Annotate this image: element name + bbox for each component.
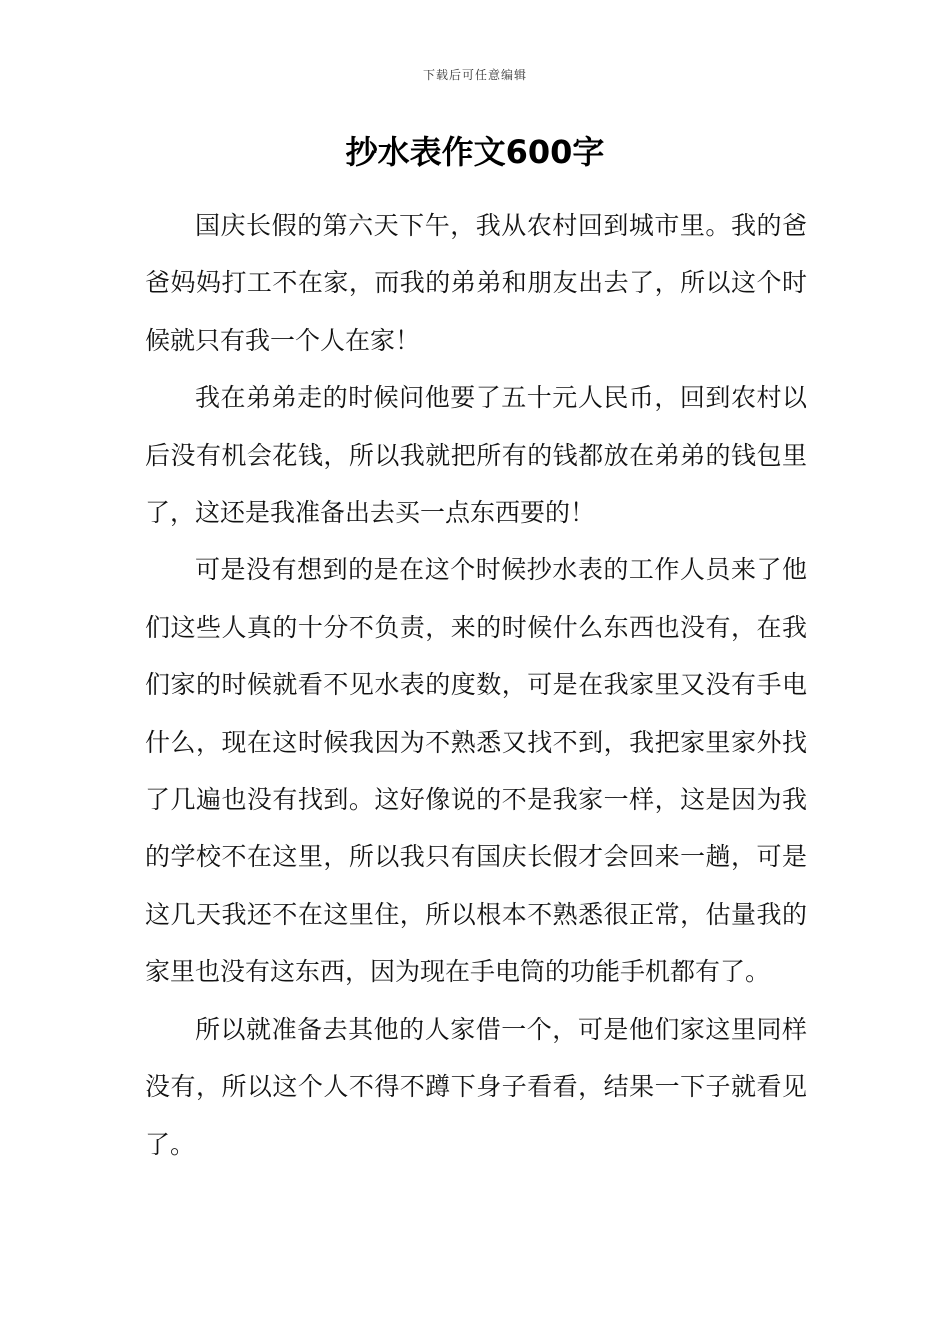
paragraph-4: 所以就准备去其他的人家借一个，可是他们家这里同样没有，所以这个人不得不蹲下身子看看，结果一下子就看见了。 <box>145 1014 807 1159</box>
document-body <box>145 197 807 1173</box>
document-title: 抄水表作文600字 <box>345 133 605 171</box>
paragraph-1: 国庆长假的第六天下午，我从农村回到城市里。我的爸爸妈妈打工不在家，而我的弟弟和朋友出去了，所以这个时候就只有我一个人在家！ <box>145 211 807 355</box>
header-note: 下载后可任意编辑 <box>422 68 527 82</box>
paragraph-3: 可是没有想到的是在这个时候抄水表的工作人员来了他们这些人真的十分不负责，来的时候什么东西也没有，在我们家的时候就看不见水表的度数，可是在我家里又没有手电什么，现在这时候我因为不熟悉又找不到，我把家里家外找了几遍也没有找到。这好像说的不是我家一样，这是因为我的学校不在这里，所以我只有国庆长假才会回来一趟，可是这几天我还不在这里住，所以根本不熟悉很正常，估量我的家里也没有这东西，因为现在手电筒的功能手机都有了。 <box>145 555 807 987</box>
paragraph-2: 我在弟弟走的时候问他要了五十元人民币，回到农村以后没有机会花钱，所以我就把所有的钱都放在弟弟的钱包里了，这还是我准备出去买一点东西要的！ <box>145 383 807 528</box>
